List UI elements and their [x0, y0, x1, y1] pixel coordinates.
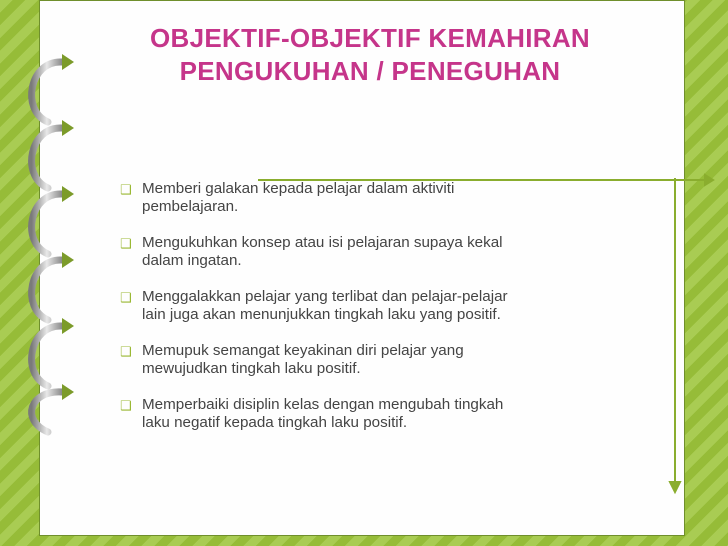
- list-item-line1: Memperbaiki disiplin kelas dengan mengubah tingkah: [142, 396, 504, 413]
- list-item: [120, 234, 620, 270]
- list-item-line1: Memberi galakan kepada pelajar dalam aktiviti: [142, 180, 455, 197]
- list-item: [120, 342, 620, 378]
- square-bullet-icon: ❑: [120, 236, 132, 251]
- bullet-list: [120, 180, 620, 450]
- slide-title-line1: OBJEKTIF-OBJEKTIF KEMAHIRAN: [150, 23, 590, 53]
- list-item-line2: mewujudkan tingkah laku positif.: [142, 360, 361, 377]
- square-bullet-icon: ❑: [120, 344, 132, 359]
- list-item-line2: laku negatif kepada tingkah laku positif.: [142, 414, 408, 431]
- slide-title-line2: PENGUKUHAN / PENEGUHAN: [179, 56, 561, 86]
- list-item: [120, 396, 620, 432]
- list-item-line2: pembelajaran.: [142, 198, 239, 215]
- list-item-line2: dalam ingatan.: [142, 252, 242, 269]
- binder-rings-icon: [0, 0, 80, 546]
- square-bullet-icon: ❑: [120, 398, 132, 413]
- slide-title: [100, 22, 640, 88]
- list-item-line1: Memupuk semangat keyakinan diri pelajar yang: [142, 342, 464, 359]
- square-bullet-icon: ❑: [120, 182, 132, 197]
- list-item-line1: Mengukuhkan konsep atau isi pelajaran supaya kekal: [142, 234, 503, 251]
- list-item-line1: Menggalakkan pelajar yang terlibat dan pelajar-pelajar: [142, 288, 508, 305]
- list-item: [120, 288, 620, 324]
- list-item: [120, 180, 620, 216]
- square-bullet-icon: ❑: [120, 290, 132, 305]
- list-item-line2: lain juga akan menunjukkan tingkah laku yang positif.: [142, 306, 501, 323]
